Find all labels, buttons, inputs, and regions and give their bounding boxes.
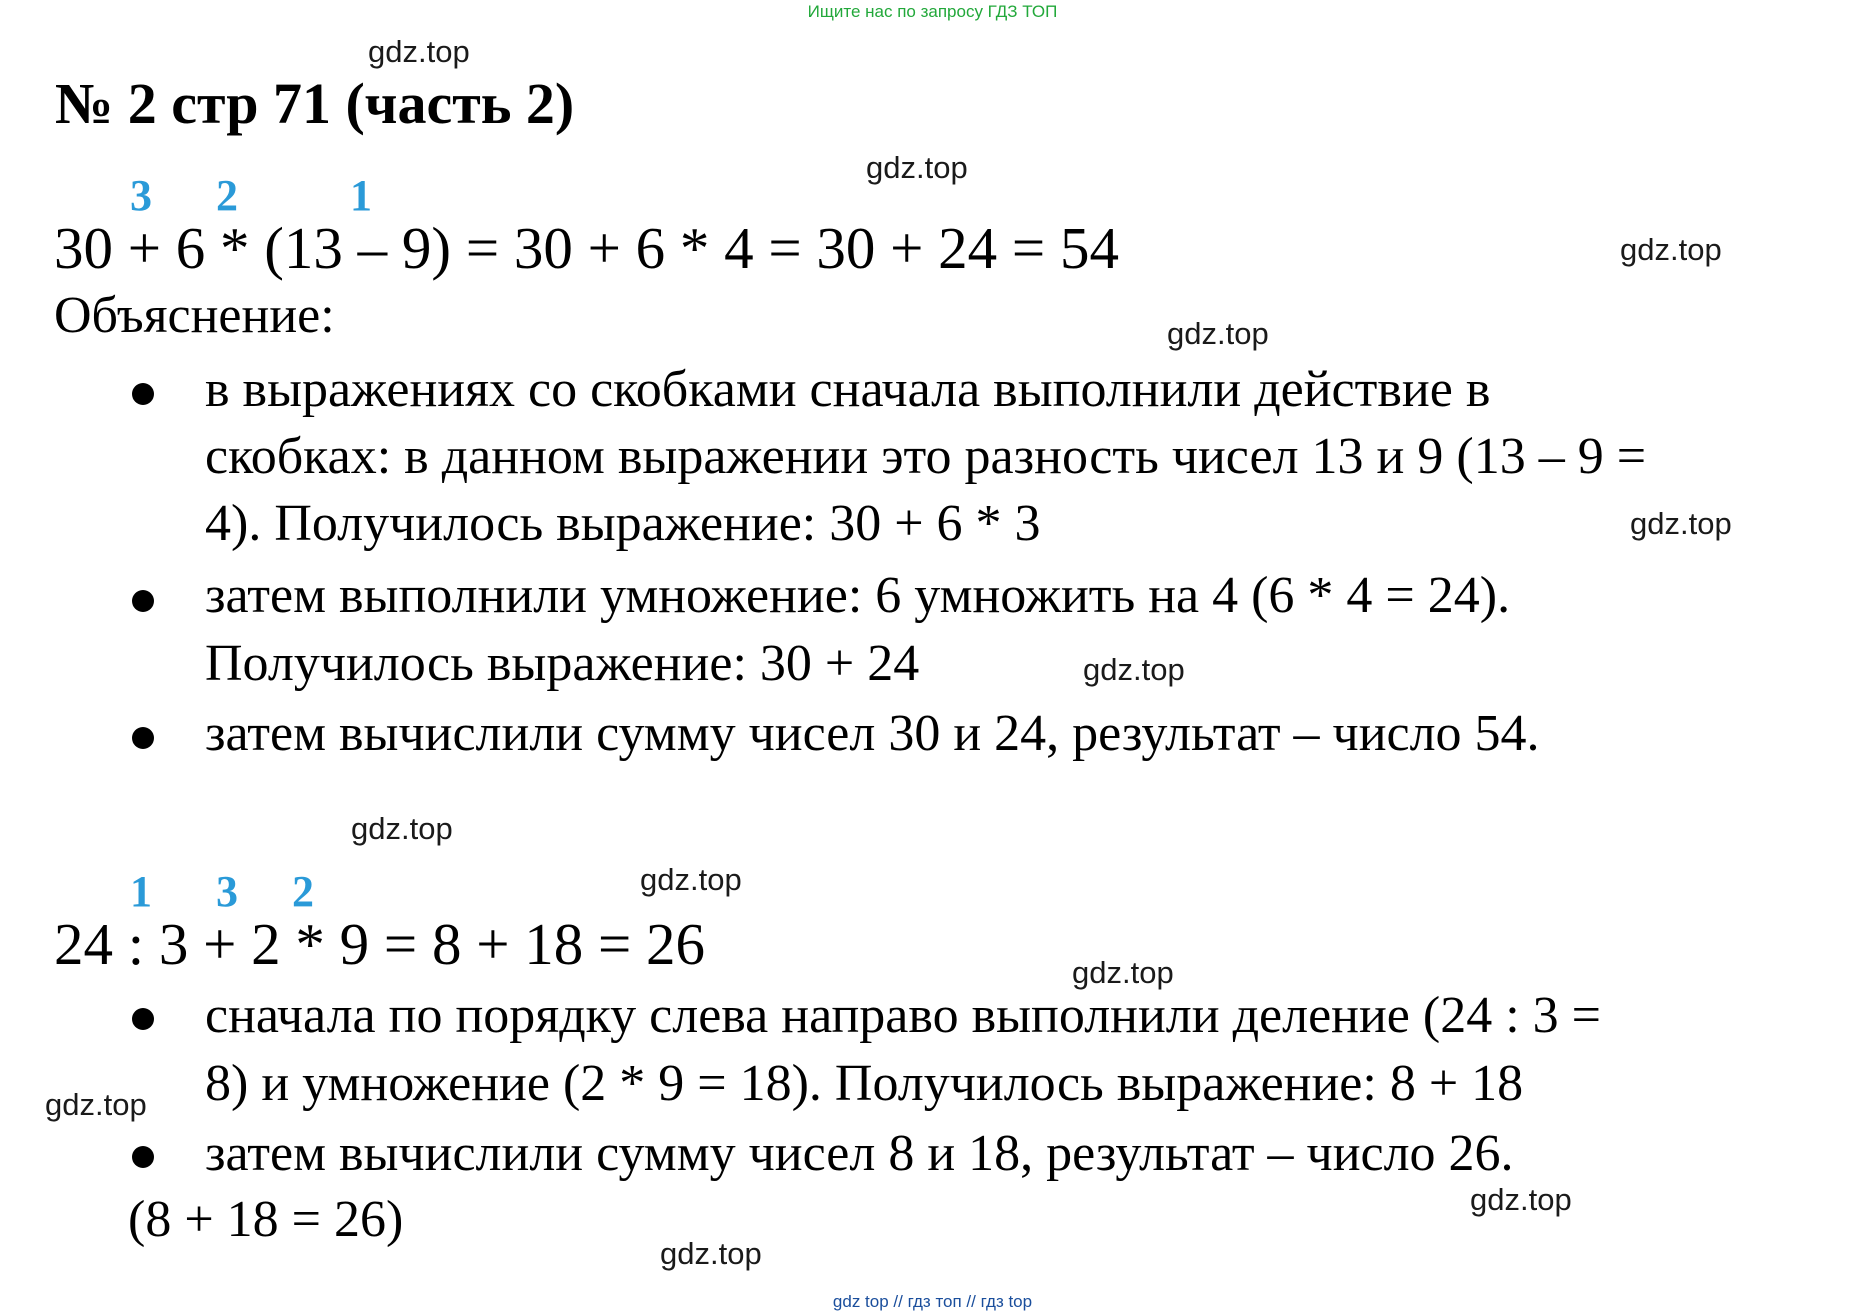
watermark: gdz.top [1072,955,1174,990]
explanation-line: затем вычислили сумму чисел 30 и 24, результат – число 54. [205,705,1540,762]
bullet-dot [132,1008,154,1030]
order-number: 3 [216,867,238,916]
explanation-line: Получилось выражение: 30 + 24 [205,635,920,692]
watermark: gdz.top [1167,316,1269,351]
watermark: gdz.top [866,150,968,185]
explanation-line: затем выполнили умножение: 6 умножить на 4 (6 * 4 = 24). [205,567,1511,624]
order-number: 2 [216,171,238,220]
top-banner[interactable]: Ищите нас по запросу ГДЗ ТОП [807,2,1058,21]
watermark: gdz.top [45,1087,147,1122]
footer-links[interactable]: gdz top // гдз топ // гдз top [832,1292,1033,1311]
trailing-expression: (8 + 18 = 26) [128,1191,404,1248]
explanation-line: 8) и умножение (2 * 9 = 18). Получилось выражение: 8 + 18 [205,1055,1524,1112]
watermark: gdz.top [368,34,470,69]
explanation-line: в выражениях со скобками сначала выполнили действие в [205,361,1491,418]
watermark: gdz.top [1630,506,1732,541]
watermark: gdz.top [1470,1182,1572,1217]
bullet-dot [132,590,154,612]
order-number: 3 [130,171,152,220]
watermark: gdz.top [1083,652,1185,687]
order-number: 2 [292,867,314,916]
watermark: gdz.top [640,862,742,897]
watermark: gdz.top [351,811,453,846]
bullet-dot [132,383,154,405]
expression-2: 24 : 3 + 2 * 9 = 8 + 18 = 26 [54,911,705,977]
watermark: gdz.top [1620,232,1722,267]
page-title: № 2 стр 71 (часть 2) [55,71,575,136]
explanation-line: 4). Получилось выражение: 30 + 6 * 3 [205,495,1041,552]
order-number: 1 [350,171,372,220]
bullet-dot [132,1146,154,1168]
order-number: 1 [130,867,152,916]
explanation-line: сначала по порядку слева направо выполнили деление (24 : 3 = [205,987,1601,1044]
explanation-line: затем вычислили сумму чисел 8 и 18, результат – число 26. [205,1125,1514,1182]
bullet-dot [132,727,154,749]
explanation-line: скобках: в данном выражении это разность чисел 13 и 9 (13 – 9 = [205,428,1647,485]
watermark: gdz.top [660,1236,762,1271]
expression-1: 30 + 6 * (13 – 9) = 30 + 6 * 4 = 30 + 24 = 54 [54,215,1119,281]
explanation-heading: Объяснение: [54,287,335,344]
